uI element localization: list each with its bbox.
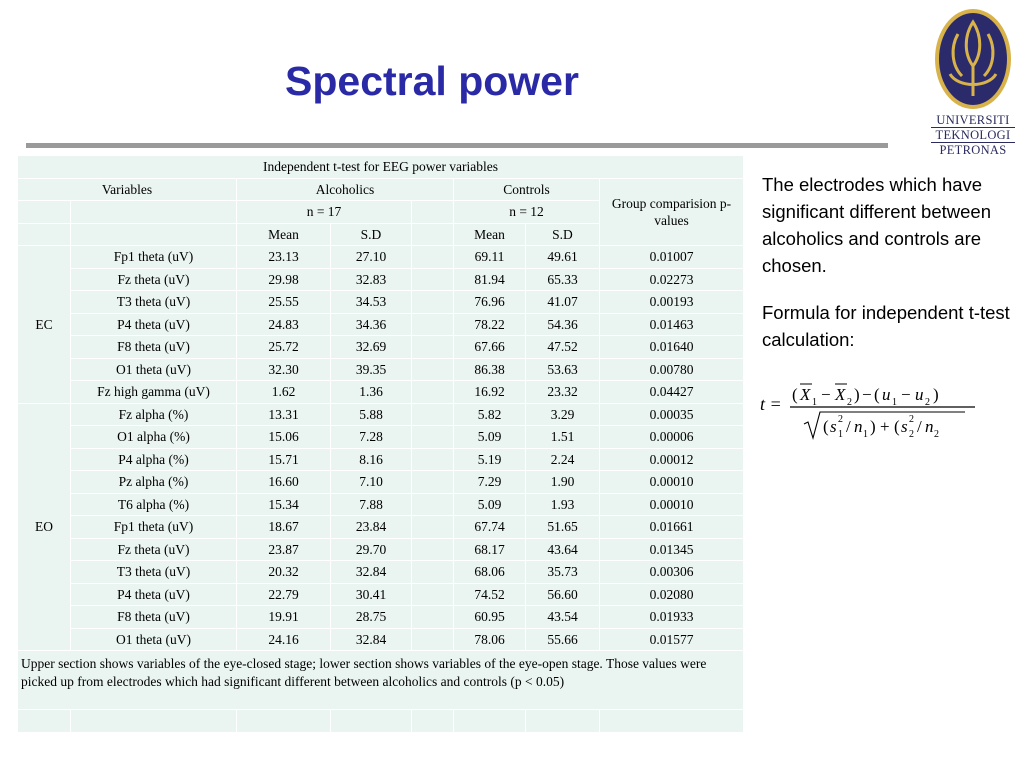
sidebar-text: [762, 171, 1018, 373]
table-row: [18, 583, 744, 606]
alcoholics-mean: 16.60: [237, 471, 331, 494]
variable-name: O1 alpha (%): [71, 426, 237, 449]
variable-name: Fz theta (uV): [71, 268, 237, 291]
spacer: [412, 313, 454, 336]
p-value: 0.01007: [600, 246, 744, 269]
alcoholics-mean: 13.31: [237, 403, 331, 426]
controls-sd: 55.66: [526, 628, 600, 651]
formula-lhs: t =: [760, 394, 782, 414]
sd-controls: S.D: [526, 223, 600, 246]
header-pvalue: Group comparision p-values: [600, 178, 744, 246]
controls-mean: 76.96: [454, 291, 526, 314]
alcoholics-sd: 27.10: [331, 246, 412, 269]
empty-cell: [600, 710, 744, 733]
formula-x1: X: [800, 385, 811, 404]
formula-close-paren-2: ): [933, 385, 939, 404]
table-note-row: [18, 651, 744, 710]
table-row: [18, 628, 744, 651]
table-row: [18, 493, 744, 516]
formula-slash-1: /: [846, 417, 851, 436]
alcoholics-sd: 34.53: [331, 291, 412, 314]
formula-close-paren-3: ): [870, 417, 876, 436]
controls-mean: 68.06: [454, 561, 526, 584]
alcoholics-sd: 7.10: [331, 471, 412, 494]
table-row: [18, 246, 744, 269]
table-row: [18, 471, 744, 494]
alcoholics-mean: 20.32: [237, 561, 331, 584]
controls-sd: 47.52: [526, 336, 600, 359]
formula-s1-sup: 2: [838, 414, 843, 425]
controls-mean: 86.38: [454, 358, 526, 381]
empty-cell: [526, 710, 600, 733]
alcoholics-sd: 32.84: [331, 628, 412, 651]
variable-name: O1 theta (uV): [71, 628, 237, 651]
spacer: [412, 538, 454, 561]
p-value: 0.00035: [600, 403, 744, 426]
controls-mean: 81.94: [454, 268, 526, 291]
p-value: 0.01577: [600, 628, 744, 651]
spacer: [412, 628, 454, 651]
formula-mu1-sub: 1: [892, 397, 897, 408]
n-controls: n = 12: [454, 201, 600, 224]
formula-s1-sub: 1: [838, 429, 843, 440]
controls-mean: 60.95: [454, 606, 526, 629]
n-alcoholics: n = 17: [237, 201, 412, 224]
alcoholics-sd: 32.83: [331, 268, 412, 291]
p-value: 0.00780: [600, 358, 744, 381]
table-row: [18, 313, 744, 336]
table-note: Upper section shows variables of the eye-closed stage; lower section shows variables of the eye-open stage. Those values were picked up from electrodes which had significant different between alcoholics and controls (p < 0.05): [18, 651, 744, 710]
controls-sd: 2.24: [526, 448, 600, 471]
spacer: [412, 291, 454, 314]
controls-mean: 67.66: [454, 336, 526, 359]
empty-cell: [71, 710, 237, 733]
formula-n2: n: [925, 417, 934, 436]
variable-name: Fz alpha (%): [71, 403, 237, 426]
alcoholics-sd: 1.36: [331, 381, 412, 404]
alcoholics-mean: 24.83: [237, 313, 331, 336]
empty-cell: [237, 710, 331, 733]
formula-open-paren-2: (: [874, 385, 880, 404]
spacer: [412, 426, 454, 449]
p-value: 0.00193: [600, 291, 744, 314]
alcoholics-mean: 25.55: [237, 291, 331, 314]
header-variables: Variables: [18, 178, 237, 201]
alcoholics-mean: 15.34: [237, 493, 331, 516]
variable-name: P4 theta (uV): [71, 583, 237, 606]
alcoholics-sd: 7.88: [331, 493, 412, 516]
formula-n2-sub: 2: [934, 429, 939, 440]
p-value: 0.02273: [600, 268, 744, 291]
table-row: [18, 336, 744, 359]
table-row: [18, 268, 744, 291]
formula-open-paren-3: (: [823, 417, 829, 436]
p-value: 0.01661: [600, 516, 744, 539]
table-empty-row: [18, 710, 744, 733]
variable-name: Fz theta (uV): [71, 538, 237, 561]
table-header-row: [18, 178, 744, 201]
formula-x2: X: [835, 385, 846, 404]
controls-mean: 5.09: [454, 426, 526, 449]
alcoholics-mean: 1.62: [237, 381, 331, 404]
table-row: [18, 403, 744, 426]
slide-title: Spectral power: [285, 58, 579, 104]
formula-mu2-sub: 2: [925, 397, 930, 408]
spacer: [412, 246, 454, 269]
spacer: [412, 336, 454, 359]
controls-sd: 1.51: [526, 426, 600, 449]
alcoholics-mean: 22.79: [237, 583, 331, 606]
formula-minus-3: −: [901, 385, 911, 404]
alcoholics-sd: 32.84: [331, 561, 412, 584]
empty-cell: [18, 223, 71, 246]
formula-mu2: u: [915, 385, 924, 404]
p-value: 0.01640: [600, 336, 744, 359]
p-value: 0.01345: [600, 538, 744, 561]
formula-close-paren-1: ): [854, 385, 860, 404]
formula-x2-sub: 2: [847, 397, 852, 408]
title-divider: [26, 143, 888, 148]
variable-name: T3 theta (uV): [71, 291, 237, 314]
controls-sd: 3.29: [526, 403, 600, 426]
spacer: [412, 403, 454, 426]
formula-s2-sub: 2: [909, 429, 914, 440]
logo-emblem-icon: [928, 4, 1018, 114]
alcoholics-sd: 23.84: [331, 516, 412, 539]
formula-plus: +: [880, 417, 890, 436]
table-row: [18, 358, 744, 381]
controls-sd: 65.33: [526, 268, 600, 291]
variable-name: F8 theta (uV): [71, 336, 237, 359]
formula-x1-sub: 1: [812, 397, 817, 408]
variable-name: Fp1 theta (uV): [71, 516, 237, 539]
alcoholics-mean: 25.72: [237, 336, 331, 359]
alcoholics-sd: 28.75: [331, 606, 412, 629]
controls-sd: 43.54: [526, 606, 600, 629]
sidebar-paragraph-2: Formula for independent t-test calculation:: [762, 302, 1010, 350]
alcoholics-sd: 32.69: [331, 336, 412, 359]
controls-mean: 69.11: [454, 246, 526, 269]
empty-cell: [412, 223, 454, 246]
controls-sd: 49.61: [526, 246, 600, 269]
controls-sd: 43.64: [526, 538, 600, 561]
formula-slash-2: /: [917, 417, 922, 436]
controls-sd: 54.36: [526, 313, 600, 336]
spacer: [412, 358, 454, 381]
alcoholics-mean: 23.87: [237, 538, 331, 561]
spacer: [412, 448, 454, 471]
alcoholics-sd: 39.35: [331, 358, 412, 381]
controls-sd: 41.07: [526, 291, 600, 314]
controls-sd: 23.32: [526, 381, 600, 404]
table-row: [18, 606, 744, 629]
alcoholics-mean: 23.13: [237, 246, 331, 269]
controls-mean: 5.19: [454, 448, 526, 471]
spacer: [412, 583, 454, 606]
table-caption-row: [18, 156, 744, 179]
empty-cell: [71, 201, 237, 224]
controls-sd: 56.60: [526, 583, 600, 606]
alcoholics-mean: 24.16: [237, 628, 331, 651]
variable-name: T3 theta (uV): [71, 561, 237, 584]
sd-alcoholics: S.D: [331, 223, 412, 246]
t-test-table: [17, 155, 744, 733]
p-value: 0.00010: [600, 493, 744, 516]
alcoholics-sd: 5.88: [331, 403, 412, 426]
formula-s2-sup: 2: [909, 414, 914, 425]
controls-mean: 16.92: [454, 381, 526, 404]
alcoholics-mean: 32.30: [237, 358, 331, 381]
formula-s1: s: [830, 417, 837, 436]
spacer: [412, 606, 454, 629]
empty-cell: [331, 710, 412, 733]
table-row: [18, 538, 744, 561]
variable-name: Pz alpha (%): [71, 471, 237, 494]
controls-mean: 7.29: [454, 471, 526, 494]
formula-s2: s: [901, 417, 908, 436]
controls-mean: 67.74: [454, 516, 526, 539]
controls-mean: 78.06: [454, 628, 526, 651]
logo-line-2: TEKNOLOGI: [931, 127, 1015, 142]
table-row: [18, 426, 744, 449]
controls-mean: 5.82: [454, 403, 526, 426]
spacer: [412, 268, 454, 291]
formula-minus-1: −: [821, 385, 831, 404]
formula-mu1: u: [882, 385, 891, 404]
alcoholics-sd: 34.36: [331, 313, 412, 336]
alcoholics-sd: 8.16: [331, 448, 412, 471]
table-row: [18, 381, 744, 404]
alcoholics-mean: 18.67: [237, 516, 331, 539]
alcoholics-mean: 15.06: [237, 426, 331, 449]
p-value: 0.04427: [600, 381, 744, 404]
controls-sd: 1.90: [526, 471, 600, 494]
p-value: 0.00010: [600, 471, 744, 494]
sidebar-paragraph-1: The electrodes which have significant different between alcoholics and controls are chosen.: [762, 174, 992, 276]
formula-open-paren-4: (: [894, 417, 900, 436]
controls-mean: 68.17: [454, 538, 526, 561]
logo-wordmark: [931, 113, 1015, 157]
alcoholics-sd: 7.28: [331, 426, 412, 449]
empty-cell: [18, 201, 71, 224]
empty-cell: [71, 223, 237, 246]
logo-line-1: UNIVERSITI: [936, 113, 1010, 127]
controls-mean: 74.52: [454, 583, 526, 606]
table-caption: Independent t-test for EEG power variables: [18, 156, 744, 179]
formula-minus-2: −: [862, 385, 872, 404]
p-value: 0.00012: [600, 448, 744, 471]
section-label: EO: [18, 403, 71, 651]
spacer: [412, 561, 454, 584]
variable-name: Fz high gamma (uV): [71, 381, 237, 404]
empty-cell: [454, 710, 526, 733]
mean-alcoholics: Mean: [237, 223, 331, 246]
table-row: [18, 561, 744, 584]
mean-controls: Mean: [454, 223, 526, 246]
p-value: 0.01933: [600, 606, 744, 629]
variable-name: Fp1 theta (uV): [71, 246, 237, 269]
variable-name: O1 theta (uV): [71, 358, 237, 381]
p-value: 0.02080: [600, 583, 744, 606]
controls-sd: 35.73: [526, 561, 600, 584]
alcoholics-mean: 29.98: [237, 268, 331, 291]
formula-n1-sub: 1: [863, 429, 868, 440]
spacer: [412, 381, 454, 404]
p-value: 0.01463: [600, 313, 744, 336]
header-controls: Controls: [454, 178, 600, 201]
spacer: [412, 471, 454, 494]
table-row: [18, 448, 744, 471]
alcoholics-mean: 15.71: [237, 448, 331, 471]
table-row: [18, 291, 744, 314]
logo-line-3: PETRONAS: [931, 142, 1015, 157]
empty-cell: [412, 201, 454, 224]
variable-name: P4 theta (uV): [71, 313, 237, 336]
empty-cell: [18, 710, 71, 733]
table-row: [18, 516, 744, 539]
variable-name: F8 theta (uV): [71, 606, 237, 629]
alcoholics-sd: 29.70: [331, 538, 412, 561]
controls-mean: 78.22: [454, 313, 526, 336]
header-alcoholics: Alcoholics: [237, 178, 454, 201]
controls-sd: 1.93: [526, 493, 600, 516]
section-label: EC: [18, 246, 71, 404]
t-test-formula: [760, 372, 1020, 444]
alcoholics-sd: 30.41: [331, 583, 412, 606]
variable-name: P4 alpha (%): [71, 448, 237, 471]
formula-n1: n: [854, 417, 863, 436]
controls-sd: 51.65: [526, 516, 600, 539]
alcoholics-mean: 19.91: [237, 606, 331, 629]
spacer: [412, 516, 454, 539]
p-value: 0.00306: [600, 561, 744, 584]
controls-sd: 53.63: [526, 358, 600, 381]
empty-cell: [412, 710, 454, 733]
controls-mean: 5.09: [454, 493, 526, 516]
variable-name: T6 alpha (%): [71, 493, 237, 516]
spacer: [412, 493, 454, 516]
formula-open-paren: (: [792, 385, 798, 404]
p-value: 0.00006: [600, 426, 744, 449]
